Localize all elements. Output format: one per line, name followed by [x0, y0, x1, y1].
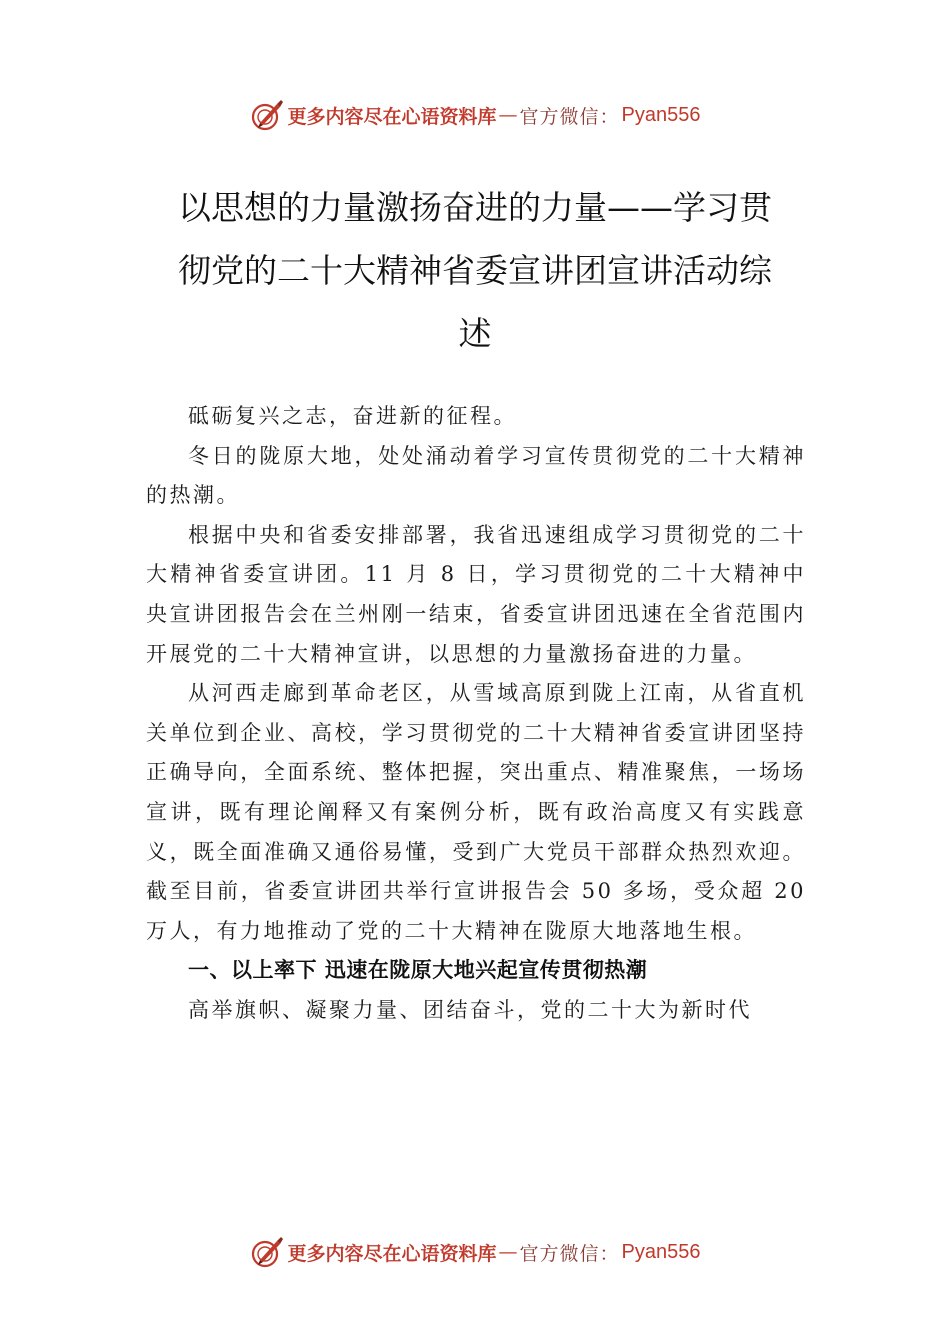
document-body [146, 397, 806, 1031]
title-line-1: 以思想的力量激扬奋进的力量——学习贯 [178, 188, 772, 227]
title-line-2: 彻党的二十大精神省委宣讲团宣讲活动综 [178, 251, 772, 290]
paragraph-4: 从河西走廊到革命老区，从雪域高原到陇上江南，从省直机关单位到企业、高校，学习贯彻党的二十大精神省委宣讲团坚持正确导向，全面系统、整体把握，突出重点、精准聚焦，一场场宣讲，既有理论阐释又有案例分析，既有政治高度又有实践意义，既全面准确又通俗易懂，受到广大党员干部群众热烈欢迎。截至目前，省委宣讲团共举行宣讲报告会 50 多场，受众超 20 万人，有力地推动了党的二十大精神在陇原大地落地生根。 [146, 681, 806, 943]
watermark-official-label: 官方微信： [519, 1242, 620, 1265]
brush-pen-logo-icon [250, 1235, 284, 1269]
brush-pen-logo-icon [250, 98, 284, 132]
paragraph-3: 根据中央和省委安排部署，我省迅速组成学习贯彻党的二十大精神省委宣讲团。11 月 8 日，学习贯彻党的二十大精神中央宣讲团报告会在兰州刚一结束，省委宣讲团迅速在全省范围内开展党的二十大精神宣讲，以思想的力量激扬奋进的力量。 [146, 522, 806, 666]
paragraph-2: 冬日的陇原大地，处处涌动着学习宣传贯彻党的二十大精神的热潮。 [146, 443, 806, 508]
footer-watermark [0, 1232, 950, 1272]
paragraph-1: 砥砺复兴之志，奋进新的征程。 [188, 404, 517, 428]
watermark-official-label: 官方微信： [519, 105, 620, 128]
watermark-brand: 更多内容尽在心语资料库 [287, 1242, 497, 1265]
document-title [150, 176, 800, 365]
paragraph-5: 高举旗帜、凝聚力量、团结奋斗，党的二十大为新时代 [188, 997, 752, 1022]
title-line-3: 述 [458, 314, 492, 353]
section-heading: 一、以上率下 迅速在陇原大地兴起宣传贯彻热潮 [188, 958, 648, 983]
header-watermark [0, 95, 950, 135]
watermark-wechat-id: Pyan556 [621, 1240, 701, 1263]
watermark-brand: 更多内容尽在心语资料库 [287, 105, 497, 128]
watermark-wechat-id: Pyan556 [621, 103, 701, 126]
watermark-dash: — [498, 1241, 518, 1263]
watermark-dash: — [498, 104, 518, 126]
